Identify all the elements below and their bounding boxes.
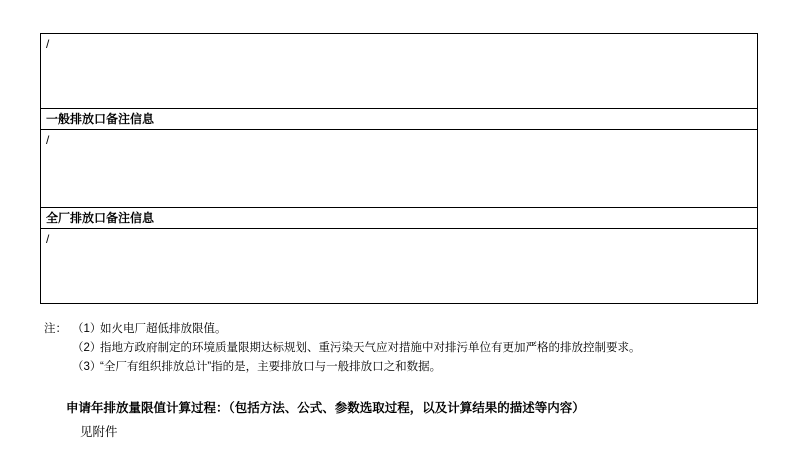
footnote-label: 注： [44,323,67,335]
section-header-plant-outlet: 全厂排放口备注信息 [46,211,155,225]
footnote-index: （1） [72,323,102,335]
footnote-index: （2） [72,342,102,354]
footnote-item [44,358,744,377]
footnote-text: “全厂有组织排放总计”指的是，主要排放口与一般排放口之和数据。 [100,361,442,373]
cell-value: / [46,37,50,51]
table-row [41,109,757,130]
calculation-title: 申请年排放量限值计算过程：（包括方法、公式、参数选取过程，以及计算结果的描述等内容） [66,401,585,415]
footnotes [44,320,744,377]
calculation-body: 见附件 [80,425,118,439]
cell-value: / [46,133,50,147]
emission-remarks-table [40,33,758,304]
footnote-item [44,320,744,339]
section-header-general-outlet: 一般排放口备注信息 [46,112,155,126]
table-row [41,229,757,304]
table-row [41,208,757,229]
footnote-text: 指地方政府制定的环境质量限期达标规划、重污染天气应对措施中对排污单位有更加严格的排放控制要求。 [100,342,641,354]
cell-value: / [46,232,50,246]
table-row [41,130,757,208]
footnote-item [44,339,744,358]
footnote-index: （3） [72,361,102,373]
footnote-text: 如火电厂超低排放限值。 [100,323,227,335]
table-row [41,34,757,109]
